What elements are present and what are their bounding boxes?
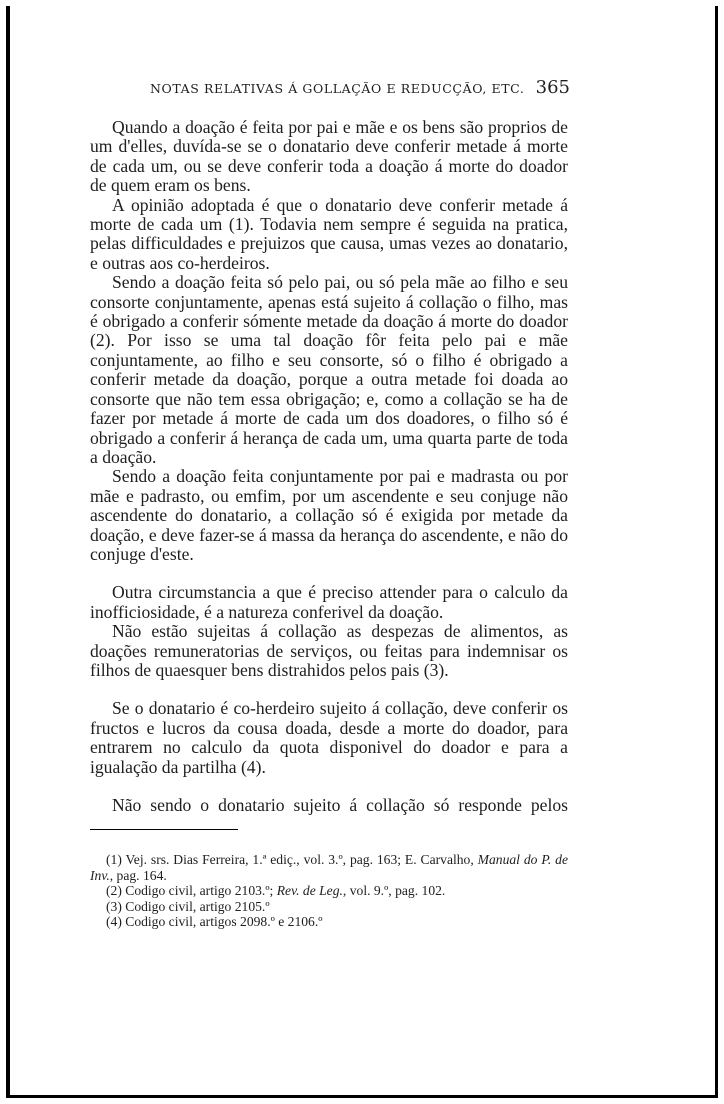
main-text <box>90 118 568 815</box>
footnote-2-tail: , vol. 9.º, pag. 102. <box>342 883 446 899</box>
footnote-1-tail: , pag. 164. <box>109 867 167 883</box>
paragraph-5: Outra circumstancia a que é preciso attender para o calculo da inofficiosidade, é a natureza conferivel da doação. <box>90 582 568 622</box>
paragraph-8: Não sendo o donatario sujeito á collação só responde pelos <box>112 795 568 815</box>
paragraph-7: Se o donatario é co-herdeiro sujeito á collação, deve conferir os fructos e lucros da cousa doada, desde a morte do doador, para entrarem no calculo da quota disponivel do doador e para a igualação da partilha (4). <box>90 698 568 777</box>
footnote-1 <box>90 852 568 883</box>
paragraph-1: Quando a doação é feita por pai e mãe e os bens são proprios de um d'elles, duvída-se se o donatario deve conferir metade á morte de cada um, ou se deve conferir toda a doação á morte do doador de quem eram os bens. <box>90 117 568 196</box>
footnote-2-title: Rev. de Leg. <box>276 883 343 899</box>
footnote-2 <box>90 883 568 899</box>
footnote-2-text: (2) Codigo civil, artigo 2103.º; <box>106 883 274 899</box>
paragraph-6: Não estão sujeitas á collação as despezas de alimentos, as doações remuneratorias de serviços, ou feitas para indemnisar os filhos de quaesquer bens distrahidos pelos pais (3). <box>90 621 568 680</box>
page-number: 365 <box>535 77 570 98</box>
paragraph-4: Sendo a doação feita conjuntamente por pai e madrasta ou por mãe e padrasto, ou emfim, por um ascendente e seu conjuge não ascendente do donatario, a collação só é exigida por metade da doação, e deve fazer-se á massa da herança do ascendente, e não do conjuge d'este. <box>90 466 568 564</box>
footnotes <box>90 852 568 930</box>
footnote-1-text: (1) Vej. srs. Dias Ferreira, 1.ª ediç., vol. 3.º, pag. 163; E. Carvalho, <box>106 852 474 867</box>
paragraph-3: Sendo a doação feita só pelo pai, ou só pela mãe ao filho e seu consorte conjuntamente, apenas está sujeito á collação o filho, mas é obrigado a conferir sómente metade da doação á morte do doador (2). Por isso se uma tal doação fôr feita pelo pai e mãe conjuntamente, ao filho e seu consorte, só o filho é obrigado a conferir metade da doação, porque a outra metade foi doada ao consorte que não tem essa obrigação; e, como a collação se ha de fazer por metade á morte de cada um dos doadores, o filho só é obrigado a conferir á herança de cada um, uma quarta parte de toda a doação. <box>90 272 568 467</box>
footnote-3: (3) Codigo civil, artigo 2105.º <box>106 898 270 914</box>
footnote-rule <box>90 829 238 830</box>
paragraph-2: A opinião adoptada é que o donatario deve conferir metade á morte de cada um (1). Todavia nem sempre é seguida na pratica, pelas difficuldades e prejuizos que causa, umas vezes ao donatario, e outras aos co-herdeiros. <box>90 194 568 273</box>
footnote-4: (4) Codigo civil, artigos 2098.º e 2106.º <box>106 914 323 930</box>
footnote-1-title: Manual do P. de Inv. <box>90 852 569 883</box>
running-title: NOTAS RELATIVAS Á GOLLAÇÃO E REDUCÇÃO, ETC. <box>150 81 525 96</box>
